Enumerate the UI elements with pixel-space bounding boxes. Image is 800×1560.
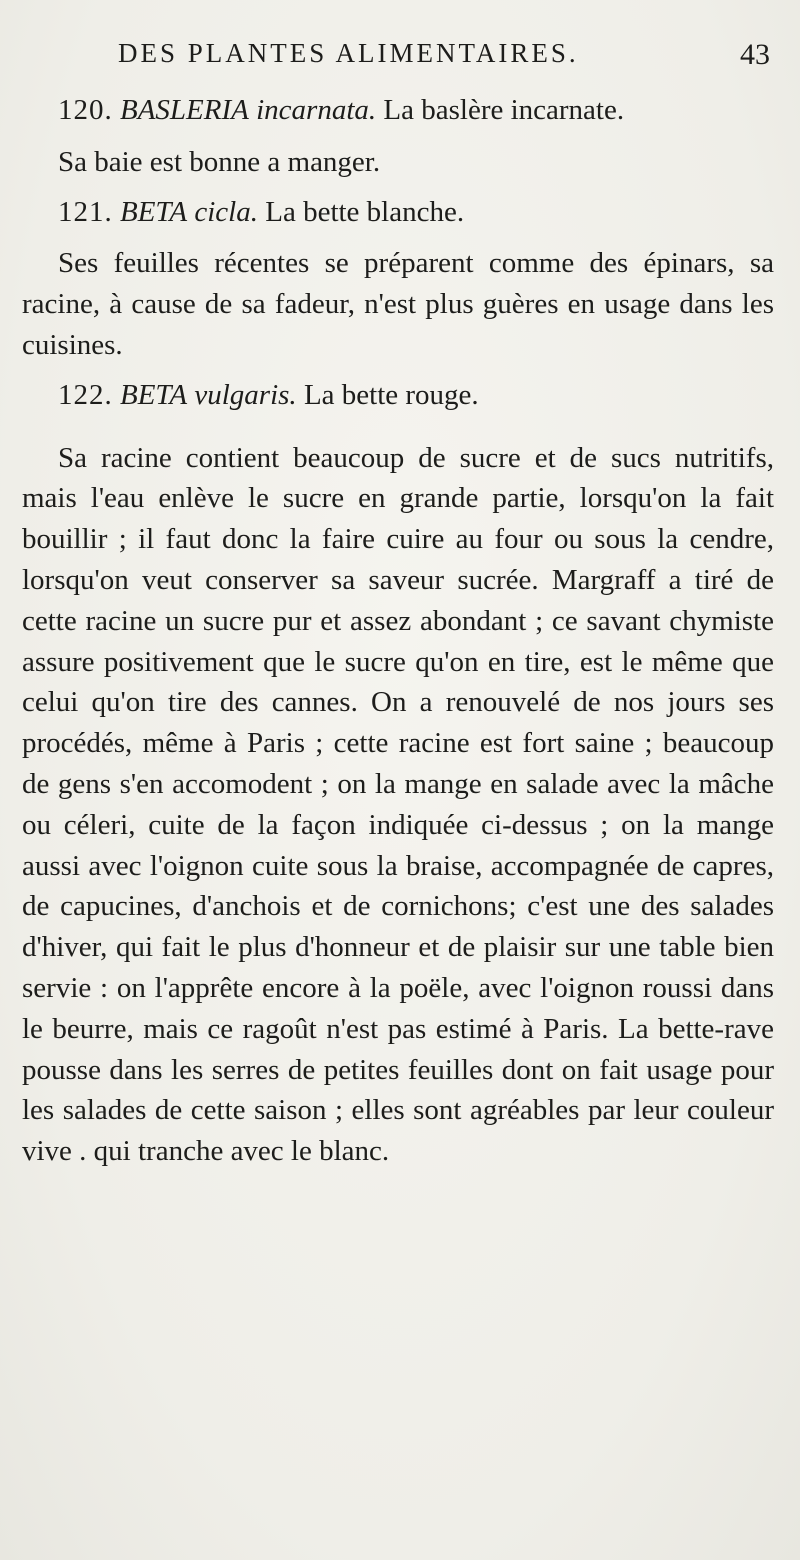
species-name: cicla. <box>194 195 258 228</box>
species-name: vulgaris. <box>194 378 297 411</box>
running-title: DES PLANTES ALIMENTAIRES. <box>118 38 579 68</box>
genus-name: BASLERIA <box>120 94 249 126</box>
entry-number: 121. <box>58 195 113 228</box>
page-number: 43 <box>740 38 770 71</box>
common-name: La bette blanche. <box>265 195 465 228</box>
page-body <box>22 90 774 1172</box>
common-name: La baslère incarnate. <box>383 94 625 126</box>
entry-heading-120 <box>22 90 774 131</box>
genus-name: BETA <box>120 195 188 228</box>
genus-name: BETA <box>120 378 188 411</box>
entry-description-120: Sa baie est bonne a manger. <box>58 145 381 178</box>
entry-number: 120. <box>58 94 113 126</box>
entry-heading-122 <box>22 375 774 416</box>
entry-description-122: Sa racine contient beaucoup de sucre et de sucs nutritifs, mais l'eau enlève le sucre en grande partie, lorsqu'on la fait bouillir ; il faut donc la faire cuire au four ou sous la cendre, lorsqu'on veut conserver sa saveur sucrée. Margraff a tiré de cette racine un sucre pur et assez abondant ; ce savant chymiste assure positivement que le sucre qu'on en tire, est le même que celui qu'on tire des cannes. On a renouvelé de nos jours ses procédés, même à Paris ; cette racine est fort saine ; beaucoup de gens s'en accomodent ; on la mange en salade avec la mâche ou céleri, cuite de la façon indiquée ci-dessus ; on la mange aussi avec l'oignon cuite sous la braise, accompagnée de capres, de capucines, d'anchois et de cornichons; c'est une des salades d'hiver, qui fait le plus d'honneur et de plaisir sur une table bien servie : on l'apprête encore à la poële, avec l'oignon roussi dans le beurre, mais ce ragoût n'est pas estimé à Paris. La bette-rave pousse dans les serres de petites feuilles dont on fait usage pour les salades de cette saison ; elles sont agréables par leur couleur vive . qui tranche avec le blanc. <box>22 441 774 1168</box>
entry-description-121: Ses feuilles récentes se préparent comme des épinars, sa racine, à cause de sa fadeur, n'est plus guères en usage dans les cuisines. <box>22 247 774 361</box>
common-name: La bette rouge. <box>303 378 479 411</box>
entry-number: 122. <box>58 378 113 411</box>
running-head <box>118 38 770 82</box>
entry-heading-121 <box>22 192 774 233</box>
species-name: incarnata. <box>256 94 377 126</box>
